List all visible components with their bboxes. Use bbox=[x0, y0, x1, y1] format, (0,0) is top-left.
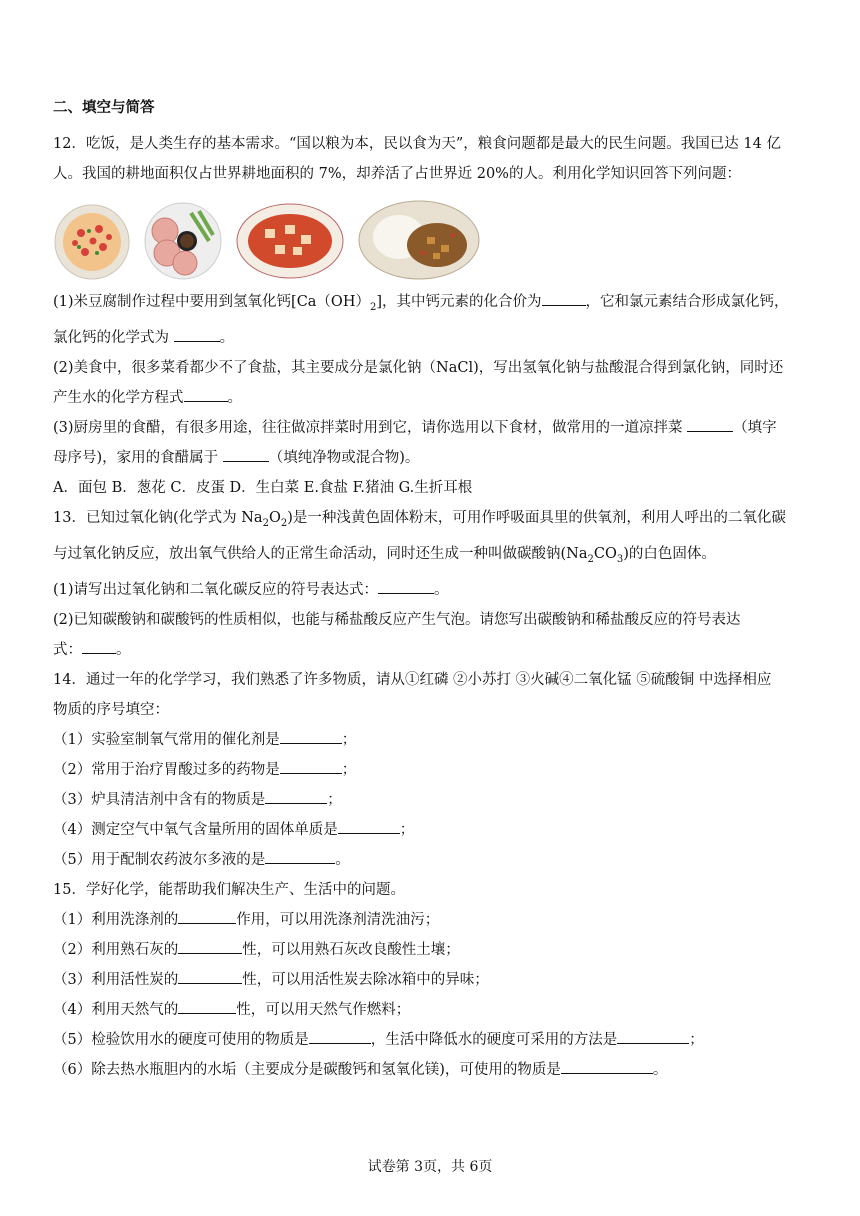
q14-stem-line1: 14．通过一年的化学学习，我们熟悉了许多物质，请从①红磷 ②小苏打 ③火碱④二氧化锰 ⑤硫酸铜 中选择相应 bbox=[53, 671, 772, 688]
q14-item: （3）炉具清洁剂中含有的物质是 ； bbox=[53, 785, 813, 815]
q14-item: （2）常用于治疗胃酸过多的药物是 ； bbox=[53, 755, 813, 785]
mapo-tofu-plate-image bbox=[235, 201, 345, 281]
q14-item: （4）测定空气中氧气含量所用的固体单质是 ； bbox=[53, 815, 813, 845]
answer-blank[interactable] bbox=[174, 327, 220, 342]
q12-part1-cont: 氯化钙的化学式为 。 bbox=[53, 323, 813, 353]
answer-blank[interactable] bbox=[309, 1029, 371, 1044]
answer-blank[interactable] bbox=[265, 789, 327, 804]
answer-blank[interactable] bbox=[223, 447, 269, 462]
q15-item: （4）利用天然气的 性，可以用天然气作燃料； bbox=[53, 995, 813, 1025]
q12-stem-line1: 12．吃饭，是人类生存的基本需求。“国以粮为本，民以食为天”，粮食问题都是最大的民生问题。我国已达 14 亿 bbox=[53, 136, 781, 152]
q12-part3-cont: 母序号)，家用的食醋属于 （填纯净物或混合物)。 bbox=[53, 443, 813, 473]
curry-rice-plate-image bbox=[357, 199, 481, 281]
q12-part1: (1)米豆腐制作过程中要用到氢氧化钙$[Ca(OH)_2]$，其中钙元素的化合价为 ，它和氯元素结合形成氯化钙， bbox=[53, 287, 813, 323]
answer-blank[interactable] bbox=[338, 819, 400, 834]
answer-blank[interactable] bbox=[178, 969, 242, 984]
section-title: 二、填空与简答 bbox=[53, 100, 155, 116]
answer-blank[interactable] bbox=[687, 417, 733, 432]
answer-blank[interactable] bbox=[617, 1029, 689, 1044]
answer-blank[interactable] bbox=[82, 639, 116, 654]
pasta-plate-image bbox=[53, 203, 131, 281]
answer-blank[interactable] bbox=[178, 939, 242, 954]
answer-blank[interactable] bbox=[280, 729, 342, 744]
q12-part3: (3)厨房里的食醋，有很多用途，往往做凉拌菜时用到它，请你选用以下食材，做常用的一道凉拌菜 （填字 bbox=[53, 413, 813, 443]
q12-part2-cont: 产生水的化学方程式 。 bbox=[53, 383, 813, 413]
answer-blank[interactable] bbox=[561, 1059, 653, 1074]
answer-blank[interactable] bbox=[184, 387, 228, 402]
q15-item: （6）除去热水瓶胆内的水垢（主要成分是碳酸钙和氢氧化镁)，可使用的物质是 。 bbox=[53, 1055, 813, 1085]
answer-blank[interactable] bbox=[178, 999, 236, 1014]
q14-stem-line2: 物质的序号填空： bbox=[53, 701, 169, 718]
q13-stem-line2: 与过氧化钠反应，放出氧气供给人的正常生命活动，同时还生成一种叫做碳酸钠$(Na_2CO_3)$的白色固体。 bbox=[53, 545, 716, 565]
q12-options: A．面包 B．葱花 C．皮蛋 D．生白菜 E.食盐 F.猪油 G.生折耳根 bbox=[53, 479, 473, 496]
q15-item: （1）利用洗涤剂的 作用，可以用洗涤剂清洗油污； bbox=[53, 905, 813, 935]
q15-stem: 15．学好化学，能帮助我们解决生产、生活中的问题。 bbox=[53, 881, 405, 898]
answer-blank[interactable] bbox=[542, 291, 586, 306]
exam-page bbox=[53, 96, 813, 1085]
q14-item: （5）用于配制农药波尔多液的是 。 bbox=[53, 845, 813, 875]
q15-item: （2）利用熟石灰的 性，可以用熟石灰改良酸性土壤； bbox=[53, 935, 813, 965]
ham-slices-plate-image bbox=[143, 201, 223, 281]
answer-blank[interactable] bbox=[178, 909, 236, 924]
q12-part2: (2)美食中，很多菜肴都少不了食盐，其主要成分是氯化钠（NaCl)，写出氢氧化钠与盐酸混合得到氯化钠，同时还 bbox=[53, 359, 784, 376]
q13-part2-cont: 式： 。 bbox=[53, 635, 813, 665]
food-images bbox=[53, 191, 813, 281]
q12-stem-line2: 人。我国的耕地面积仅占世界耕地面积的 7%，却养活了占世界近 20%的人。利用化学知识回答下列问题： bbox=[53, 166, 741, 182]
answer-blank[interactable] bbox=[280, 759, 342, 774]
q13-part1: (1)请写出过氧化钠和二氧化碳反应的符号表达式： 。 bbox=[53, 575, 813, 605]
q13-stem-line1: 13．已知过氧化钠(化学式为 $Na_2O_2$)是一种浅黄色固体粉末，可用作呼吸面具里的供氧剂，利用人呼出的二氧化碳 bbox=[53, 509, 786, 529]
answer-blank[interactable] bbox=[378, 579, 434, 594]
page-footer: 试卷第 3页，共 6页 bbox=[367, 1159, 493, 1175]
answer-blank[interactable] bbox=[265, 849, 335, 864]
q15-item: （3）利用活性炭的 性，可以用活性炭去除冰箱中的异味； bbox=[53, 965, 813, 995]
q15-item: （5）检验饮用水的硬度可使用的物质是 ，生活中降低水的硬度可采用的方法是 ； bbox=[53, 1025, 813, 1055]
q13-part2: (2)已知碳酸钠和碳酸钙的性质相似，也能与稀盐酸反应产生气泡。请您写出碳酸钠和稀盐酸反应的符号表达 bbox=[53, 611, 741, 628]
q14-item: （1）实验室制氧气常用的催化剂是 ； bbox=[53, 725, 813, 755]
